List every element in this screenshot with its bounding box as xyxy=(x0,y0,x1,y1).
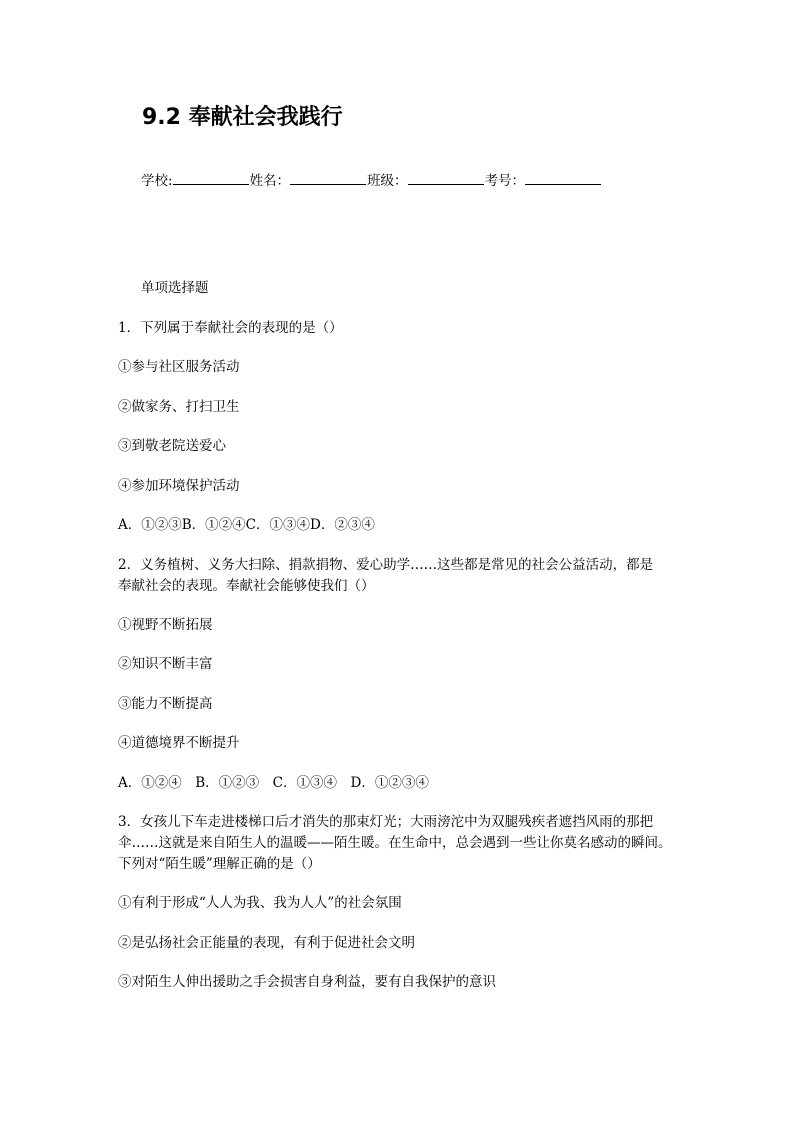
question-1-item: ④参加环境保护活动 xyxy=(118,478,240,494)
page-title: 9.2 奉献社会我践行 xyxy=(142,105,343,130)
question-3-stem-line: 3．女孩儿下车走进楼梯口后才消失的那束灯光；大雨滂沱中为双腿残疾者遮挡风雨的那把 xyxy=(118,814,654,830)
question-2-item: ③能力不断提高 xyxy=(118,696,213,712)
question-3-item: ③对陌生人伸出援助之手会损害自身利益，要有自我保护的意识 xyxy=(118,974,496,990)
question-3-item: ②是弘扬社会正能量的表现，有利于促进社会文明 xyxy=(118,935,415,951)
exam-no-label: 考号： xyxy=(484,173,526,189)
question-1-item: ③到敬老院送爱心 xyxy=(118,438,226,454)
exam-no-blank[interactable] xyxy=(525,171,601,185)
section-title: 单项选择题 xyxy=(141,280,209,296)
question-3-item: ①有利于形成“人人为我、我为人人”的社会氛围 xyxy=(118,895,402,911)
question-2-item: ②知识不断丰富 xyxy=(118,656,213,672)
question-1-stem: 1．下列属于奉献社会的表现的是（） xyxy=(118,320,343,336)
class-label: 班级： xyxy=(367,173,408,189)
name-label: 姓名： xyxy=(249,173,291,189)
question-2-item: ①视野不断拓展 xyxy=(118,617,213,633)
question-1-item: ②做家务、打扫卫生 xyxy=(118,399,240,415)
question-2-stem-line: 奉献社会的表现。奉献社会能够使我们（） xyxy=(118,578,375,594)
question-3-stem-line: 伞……这就是来自陌生人的温暖——陌生暖。在生命中，总会遇到一些让你莫名感动的瞬间。 xyxy=(118,835,672,851)
student-info-row xyxy=(141,171,602,190)
question-2-item: ④道德境界不断提升 xyxy=(118,735,240,751)
name-blank[interactable] xyxy=(290,171,366,185)
class-blank[interactable] xyxy=(408,171,484,185)
question-1-options: A．①②③B．①②④C．①③④D．②③④ xyxy=(118,517,375,533)
question-3-stem-line: 下列对“陌生暖”理解正确的是（） xyxy=(118,856,321,872)
school-label: 学校: xyxy=(141,173,173,189)
question-1-item: ①参与社区服务活动 xyxy=(118,359,240,375)
question-2-stem-line: 2．义务植树、义务大扫除、捐款捐物、爱心助学……这些都是常见的社会公益活动，都是 xyxy=(118,557,654,573)
question-2-options: A．①②④ B．①②③ C．①③④ D．①②③④ xyxy=(118,775,429,791)
school-blank[interactable] xyxy=(173,171,249,185)
